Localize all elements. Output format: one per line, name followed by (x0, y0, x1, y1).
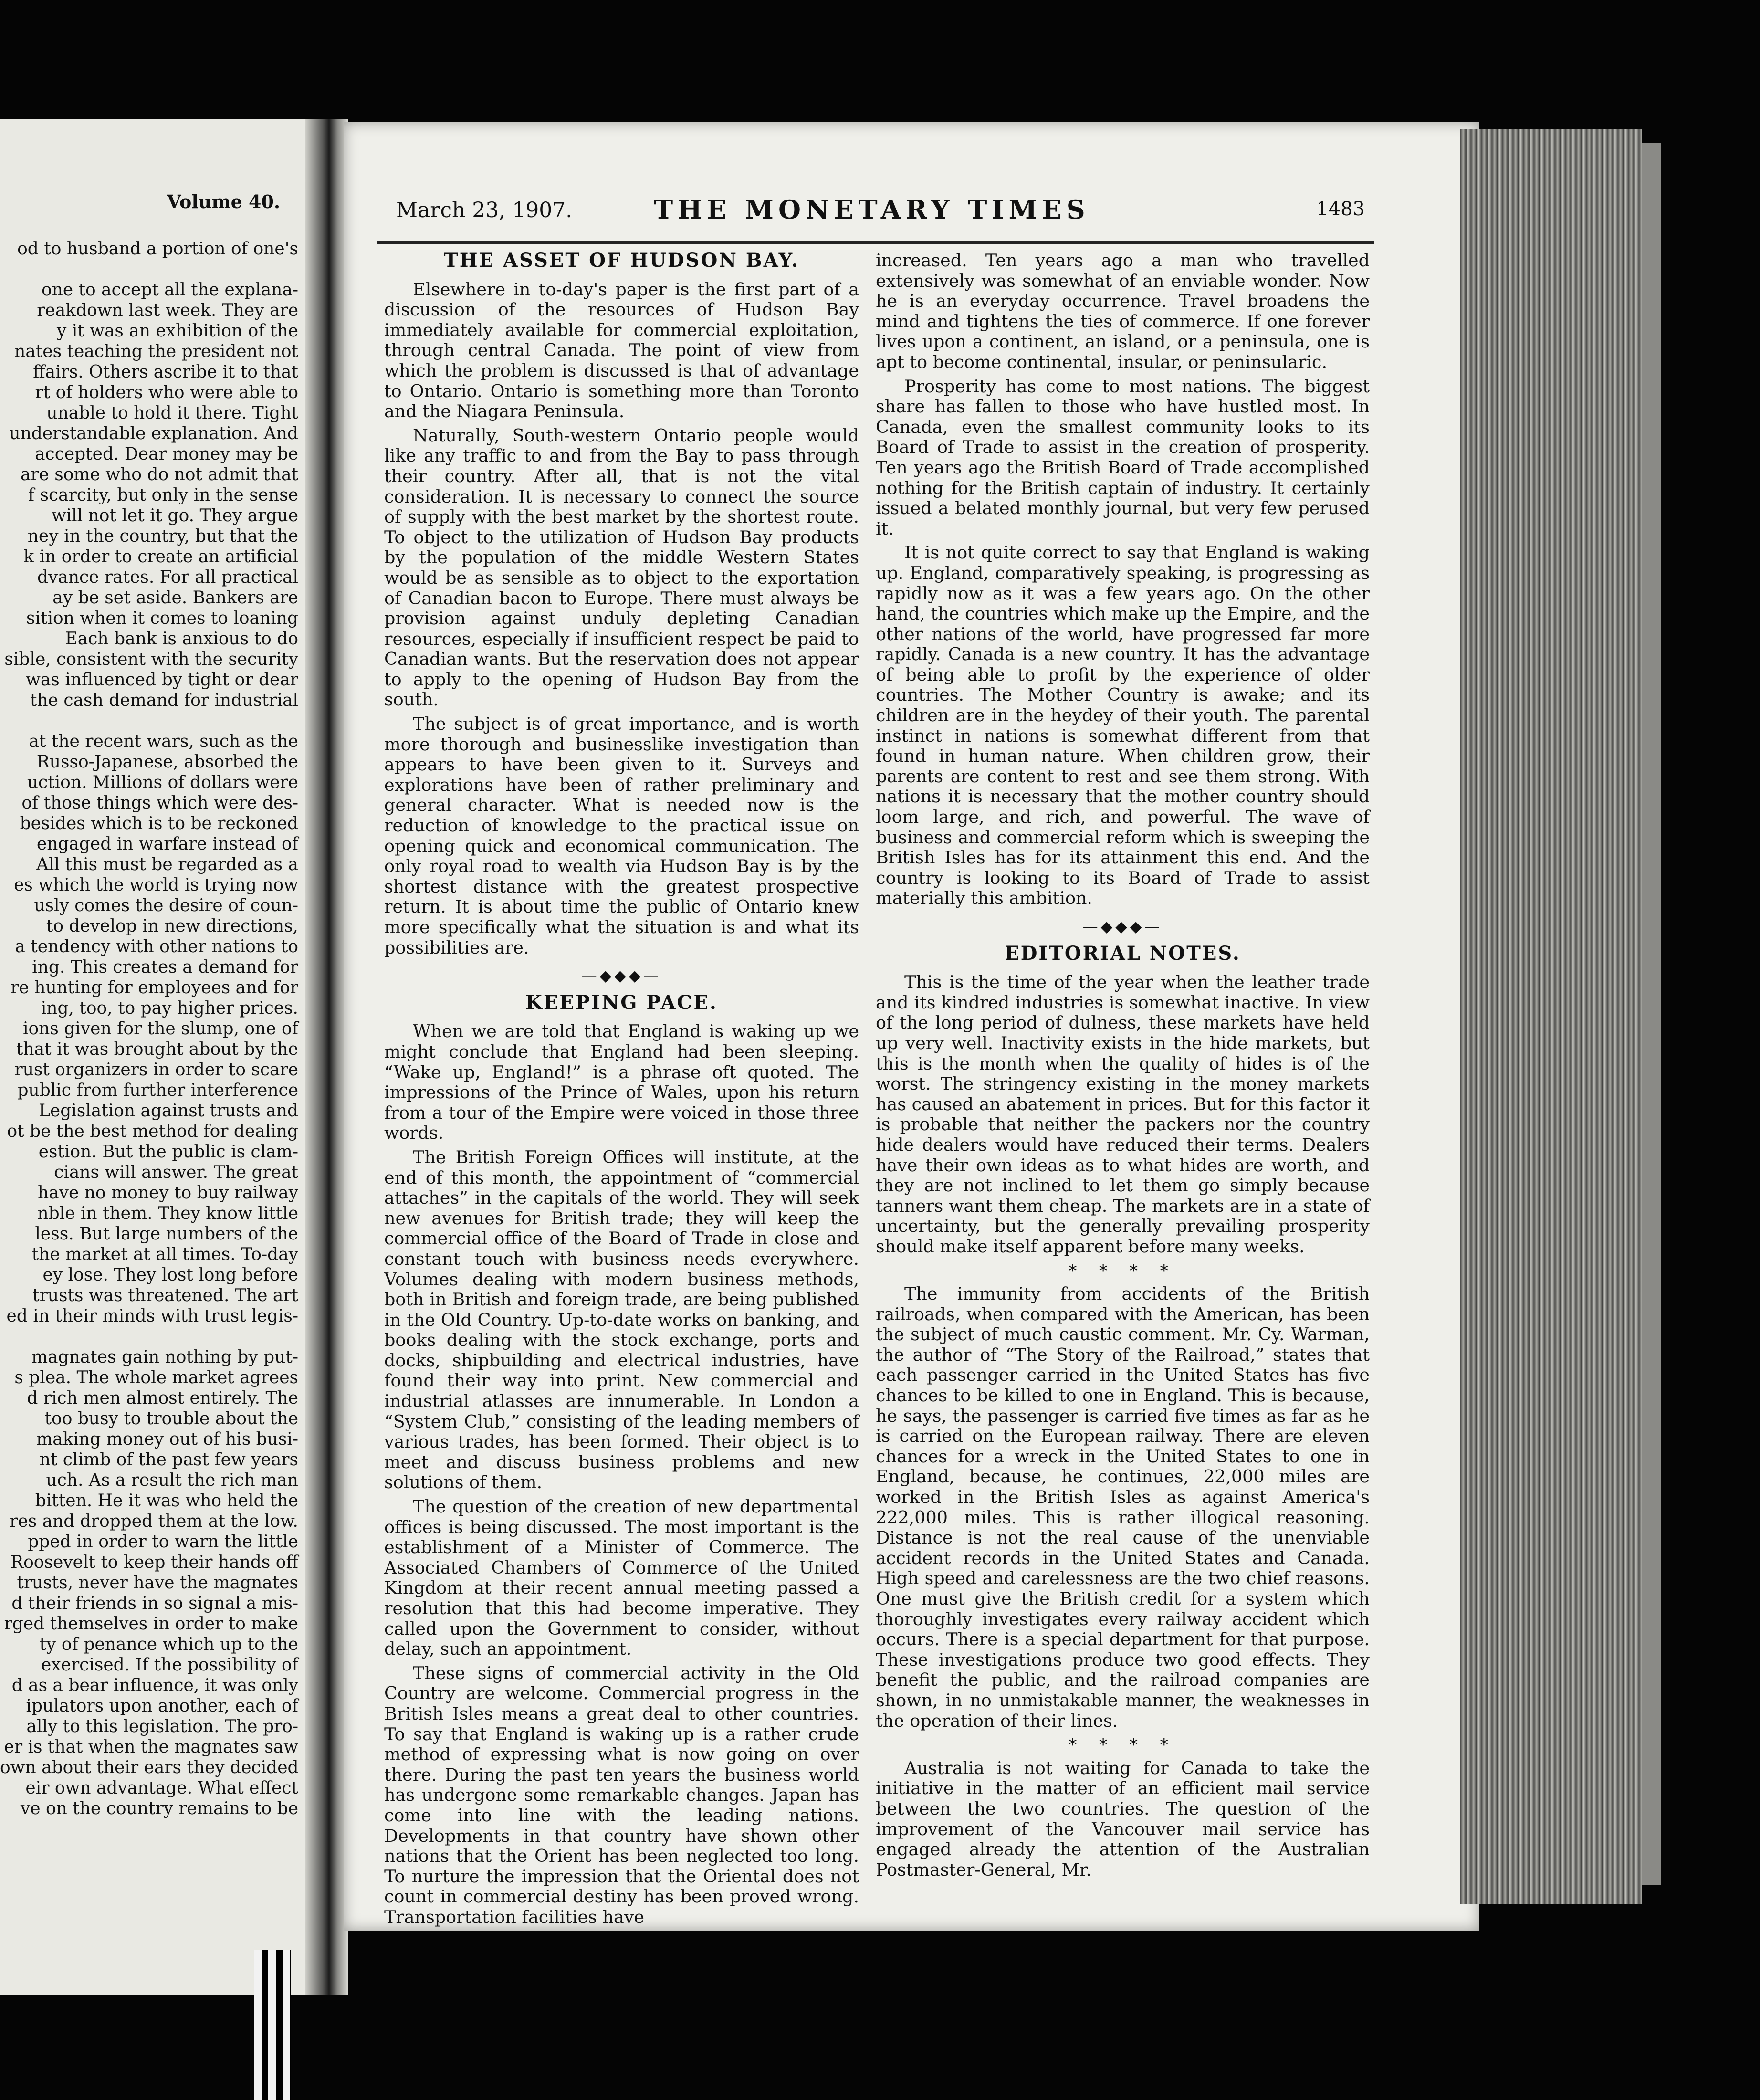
left-page-line: uch. As a result the rich man (46, 1470, 298, 1490)
article-heading-editorial-notes: EDITORIAL NOTES. (1005, 942, 1241, 965)
paragraph: Australia is not waiting for Canada to take the initiative in the matter of an efficient mail service between the two countries. The question of the improvement of the Vancouver mail service has engaged already the attention of the Australian Postmaster-General, Mr. (876, 1757, 1370, 1880)
left-page-line: public from further interference (17, 1081, 298, 1100)
paragraph: When we are told that England is waking up we might conclude that England had been sleeping. “Wake up, England!” is a phrase oft quoted. The impressions of the Prince of Wales, upon his return from a tour of the Empire were voiced in those three words. (384, 1021, 859, 1144)
left-page-line: ney in the country, but that the (27, 526, 298, 546)
left-page-line: too busy to trouble about the (44, 1409, 298, 1428)
paragraph: These signs of commercial activity in the Old Country are welcome. Commercial progress in the British Isles means a great deal to other countries. To say that England is waking up is a rather crude method of expressing what is now going on over there. During the past ten years the business world has undergone some remarkable changes. Japan has come into line with the leading nations. Developments in that country have shown other nations that the Orient has been neglected too long. To nurture the impression that the Oriental does not count in commercial destiny has been proved wrong. Transportation facilities have (384, 1662, 859, 1927)
left-page-line: reakdown last week. They are (37, 301, 298, 320)
section-stars: * * * * (1069, 1735, 1177, 1755)
left-page-line: trusts was threatened. The art (32, 1286, 298, 1305)
ornament-divider: —◆◆◆— (581, 966, 662, 985)
left-page-line: dvance rates. For all practical (37, 567, 298, 587)
left-page (0, 119, 305, 1995)
left-page-line (0, 711, 298, 731)
left-page-line: ing. This creates a demand for (32, 957, 298, 977)
header-page-number: 1483 (1316, 198, 1365, 220)
left-page-line: rt of holders who were able to (35, 383, 298, 402)
left-page-line: less. But large numbers of the (35, 1224, 298, 1244)
left-page-line: unable to hold it there. Tight (46, 403, 298, 423)
left-page-line: sition when it comes to loaning (26, 609, 298, 628)
left-page-line: trusts, never have the magnates (17, 1573, 298, 1593)
left-page-line: bitten. He it was who held the (35, 1491, 298, 1511)
left-page-line: making money out of his busi- (36, 1429, 298, 1449)
left-page-line: rged themselves in order to make (4, 1614, 298, 1634)
left-page-line: s plea. The whole market agrees (14, 1368, 298, 1387)
left-page-line: engaged in warfare instead of (36, 834, 298, 854)
left-page-line: rust organizers in order to scare (14, 1060, 298, 1080)
left-page-line: f scarcity, but only in the sense (28, 485, 298, 505)
film-edge-marks (254, 1950, 291, 2100)
left-page-line: re hunting for employees and for (10, 978, 298, 998)
left-page-line: one to accept all the explana- (41, 280, 298, 300)
left-page-text (0, 239, 298, 1819)
left-page-line: eir own advantage. What effect (25, 1778, 298, 1798)
paragraph: The subject is of great importance, and is worth more thorough and businesslike investigation than appears to have been given to it. Surveys and explorations have been of rather preliminary and general character. What is needed now is the reduction of knowledge to the practical issue on opening quick and economical communication. The only royal road to wealth via Hudson Bay is by the shortest distance with the greatest prospective return. It is about time the public of Ontario knew more specifically what the situation is and what its possibilities are. (384, 714, 859, 958)
left-page-line: od to husband a portion of one's (17, 239, 298, 259)
left-page-line: nble in them. They know little (37, 1204, 298, 1223)
left-page-line: have no money to buy railway (37, 1183, 298, 1203)
paragraph: The question of the creation of new departmental offices is being discussed. The most important is the establishment of a Minister of Commerce. The Associated Chambers of Commerce of the United Kingdom at their recent annual meeting passed a resolution that this had become imperative. They called upon the Government to consider, without delay, such an appointment. (384, 1496, 859, 1659)
left-page-line: to develop in new directions, (46, 916, 298, 936)
left-page-line: Roosevelt to keep their hands off (10, 1553, 298, 1572)
paragraph: increased. Ten years ago a man who travelled extensively was somewhat of an enviable wonder. Now he is an everyday occurrence. Travel broadens the mind and tightens the ties of commerce. If one forever lives upon a continent, an island, or a peninsula, one is apt to become continental, insular, or peninsularic. (876, 250, 1370, 372)
left-page-line: uction. Millions of dollars were (27, 773, 298, 792)
left-page-line: ffairs. Others ascribe it to that (33, 362, 298, 382)
paragraph: This is the time of the year when the leather trade and its kindred industries is somewhat inactive. In view of the long period of dulness, these markets have held up very well. Inactivity exists in the hide markets, but this is the month when the quality of hides is of the worst. The stringency existing in the money markets has caused an abatement in prices. But for this factor it is probable that neither the packers nor the country hide dealers would have reduced their terms. Dealers have their own ideas as to what hides are worth, and they are not inclined to let them go simply because tanners want them cheap. The markets are in a state of uncertainty, but the generally prevailing prosperity should make itself apparent before many weeks. (876, 972, 1370, 1257)
left-page-line: cians will answer. The great (54, 1163, 298, 1182)
left-page-line: d rich men almost entirely. The (27, 1388, 298, 1408)
left-page-line: pped in order to warn the little (28, 1532, 298, 1552)
article-heading-hudson-bay: THE ASSET OF HUDSON BAY. (443, 249, 799, 272)
paragraph: Prosperity has come to most nations. The biggest share has fallen to those who have hustled most. In Canada, even the smallest community looks to its Board of Trade to assist in the creation of prosperity. Ten years ago the British Board of Trade accomplished nothing for the British captain of industry. It certainly issued a belated monthly journal, but very few perused it. (876, 376, 1370, 539)
left-page-line (0, 1326, 298, 1347)
left-page-line (0, 259, 298, 280)
paragraph: The immunity from accidents of the British railroads, when compared with the American, has been the subject of much caustic comment. Mr. Cy. Warman, the author of “The Story of the Railroad,” states that each passenger carried in the United States has five chances to be killed to one in England. This is because, he says, the passenger is carried five times as far as he is carried on the European railway. There are eleven chances for a wreck in the United States to one in England, because, he continues, 22,000 miles are worked in the British Isles as against America's 222,000 miles. This is rather illogical reasoning. Distance is not the real cause of the unenviable accident records in the United States and Canada. High speed and carelessness are the two chief reasons. One must give the British credit for a system which thoroughly investigates every railway accident which occurs. There is a special department for that purpose. These investigations produce two good effects. They benefit the public, and the railroad companies are shown, in no unmistakable manner, the weaknesses in the operation of their lines. (876, 1283, 1370, 1731)
left-page-folio: Volume 40. (167, 191, 281, 212)
left-page-line: understandable explanation. And (9, 424, 298, 443)
page-edges-shadow (1642, 143, 1661, 1885)
section-stars: * * * * (1069, 1261, 1177, 1281)
page-edges (1460, 129, 1642, 1904)
paragraph: It is not quite correct to say that England is waking up. England, comparatively speaking, is progressing as rapidly now as it was a few years ago. On the other hand, the countries which make up the Empire, and the other nations of the world, have progressed far more rapidly. Canada is a new country. It has the advantage of being able to profit by the experience of older countries. The Mother Country is awake; and its children are in the heydey of their youth. The parental instinct in nations is somewhat different from that found in human nature. When children grow, their parents are content to rest and see them strong. With nations it is necessary that the mother country should loom large, and rich, and powerful. The wave of business and commercial reform which is sweeping the British Isles has for its attainment this end. And the country is looking to its Board of Trade to assist materially this ambition. (876, 542, 1370, 909)
paragraph: Naturally, South-western Ontario people would like any traffic to and from the Bay to pass through their country. After all, that is not the vital consideration. It is necessary to connect the source of supply with the best market by the shortest route. To object to the utilization of Hudson Bay products by the population of the middle Western States would be as sensible as to object to the exportation of Canadian bacon to Europe. There must always be provision against unduly depleting Canadian resources, especially if insufficient respect be paid to Canadian wants. But the reservation does not appear to apply to the opening of Hudson Bay from the south. (384, 425, 859, 710)
left-page-line: y it was an exhibition of the (56, 321, 298, 341)
running-header (382, 194, 1374, 231)
column-right (876, 251, 1370, 1884)
header-title: THE MONETARY TIMES (654, 194, 1090, 225)
left-page-line: Each bank is anxious to do (65, 629, 298, 649)
left-page-line: will not let it go. They argue (51, 506, 298, 525)
left-page-line: ot be the best method for dealing (7, 1122, 298, 1141)
left-page-line: are some who do not admit that (20, 465, 298, 484)
left-page-line: a tendency with other nations to (15, 937, 298, 956)
article-heading-keeping-pace: KEEPING PACE. (525, 991, 718, 1014)
column-left (384, 251, 859, 1932)
left-page-line: d as a bear influence, it was only (11, 1676, 298, 1695)
ornament-divider: —◆◆◆— (1082, 917, 1163, 935)
left-page-line: ed in their minds with trust legis- (6, 1306, 298, 1326)
left-page-line: Legislation against trusts and (39, 1101, 298, 1121)
left-page-line: sible, consistent with the security (4, 650, 298, 669)
left-page-line: at the recent wars, such as the (29, 732, 298, 751)
left-page-line: of those things which were des- (21, 793, 298, 813)
left-page-line: estion. But the public is clam- (38, 1142, 298, 1162)
left-page-line: besides which is to be reckoned (20, 814, 298, 833)
left-page-line: es which the world is trying now (14, 875, 298, 895)
left-page-line: ve on the country remains to be (20, 1799, 298, 1818)
left-page-line: ipulators upon another, each of (26, 1696, 298, 1716)
left-page-line: own about their ears they decided (0, 1758, 299, 1777)
header-date: March 23, 1907. (396, 198, 573, 222)
left-page-line: er is that when the magnates saw (4, 1737, 298, 1757)
paragraph: Elsewhere in to-day's paper is the first part of a discussion of the resources of Hudson Bay immediately available for commercial exploitation, through central Canada. The point of view from which the problem is discussed is that of advantage to Ontario. Ontario is something more than Toronto and the Niagara Peninsula. (384, 279, 859, 422)
left-page-line: exercised. If the possibility of (41, 1655, 298, 1675)
header-rule (377, 241, 1374, 244)
left-page-line: ty of penance which up to the (39, 1635, 298, 1654)
left-page-line: ey lose. They lost long before (42, 1265, 298, 1285)
left-page-line: All this must be regarded as a (36, 855, 298, 874)
left-page-line: accepted. Dear money may be (35, 444, 298, 464)
left-page-line: d their friends in so signal a mis- (11, 1594, 298, 1613)
left-page-line: res and dropped them at the low. (10, 1512, 298, 1531)
book-gutter (305, 119, 348, 1995)
left-page-line: nt climb of the past few years (39, 1450, 298, 1470)
left-page-line: ions given for the slump, one of (22, 1019, 298, 1039)
left-page-line: usly comes the desire of coun- (34, 896, 298, 915)
left-page-line: the cash demand for industrial (30, 691, 298, 710)
left-page-line: the market at all times. To-day (31, 1245, 298, 1264)
left-page-line: nates teaching the president not (14, 342, 298, 361)
left-page-line: k in order to create an artificial (23, 547, 298, 567)
left-page-line: magnates gain nothing by put- (31, 1347, 298, 1367)
left-page-line: ay be set aside. Bankers are (52, 588, 298, 608)
left-page-line: ally to this legislation. The pro- (26, 1717, 298, 1736)
left-page-line: ing, too, to pay higher prices. (41, 998, 298, 1018)
paragraph: The British Foreign Offices will institute, at the end of this month, the appointment of “commercial attaches” in the capitals of the world. They will seek new avenues for British trade; they will keep the commercial office of the Board of Trade in close and constant touch with business needs everywhere. Volumes dealing with modern business methods, both in British and foreign trade, are being published in the Old Country. Up-to-date works on banking, and books dealing with the stock exchange, ports and docks, shipbuilding and electrical industries, have found their way into print. New commercial and industrial atlasses are innumerable. In London a “System Club,” consisting of the leading members of various trades, has been formed. Their object is to meet and discuss business problems and new solutions of them. (384, 1146, 859, 1493)
left-page-line: was influenced by tight or dear (26, 670, 298, 690)
left-page-line: Russo-Japanese, absorbed the (36, 752, 298, 772)
left-page-line: that it was brought about by the (16, 1040, 298, 1059)
